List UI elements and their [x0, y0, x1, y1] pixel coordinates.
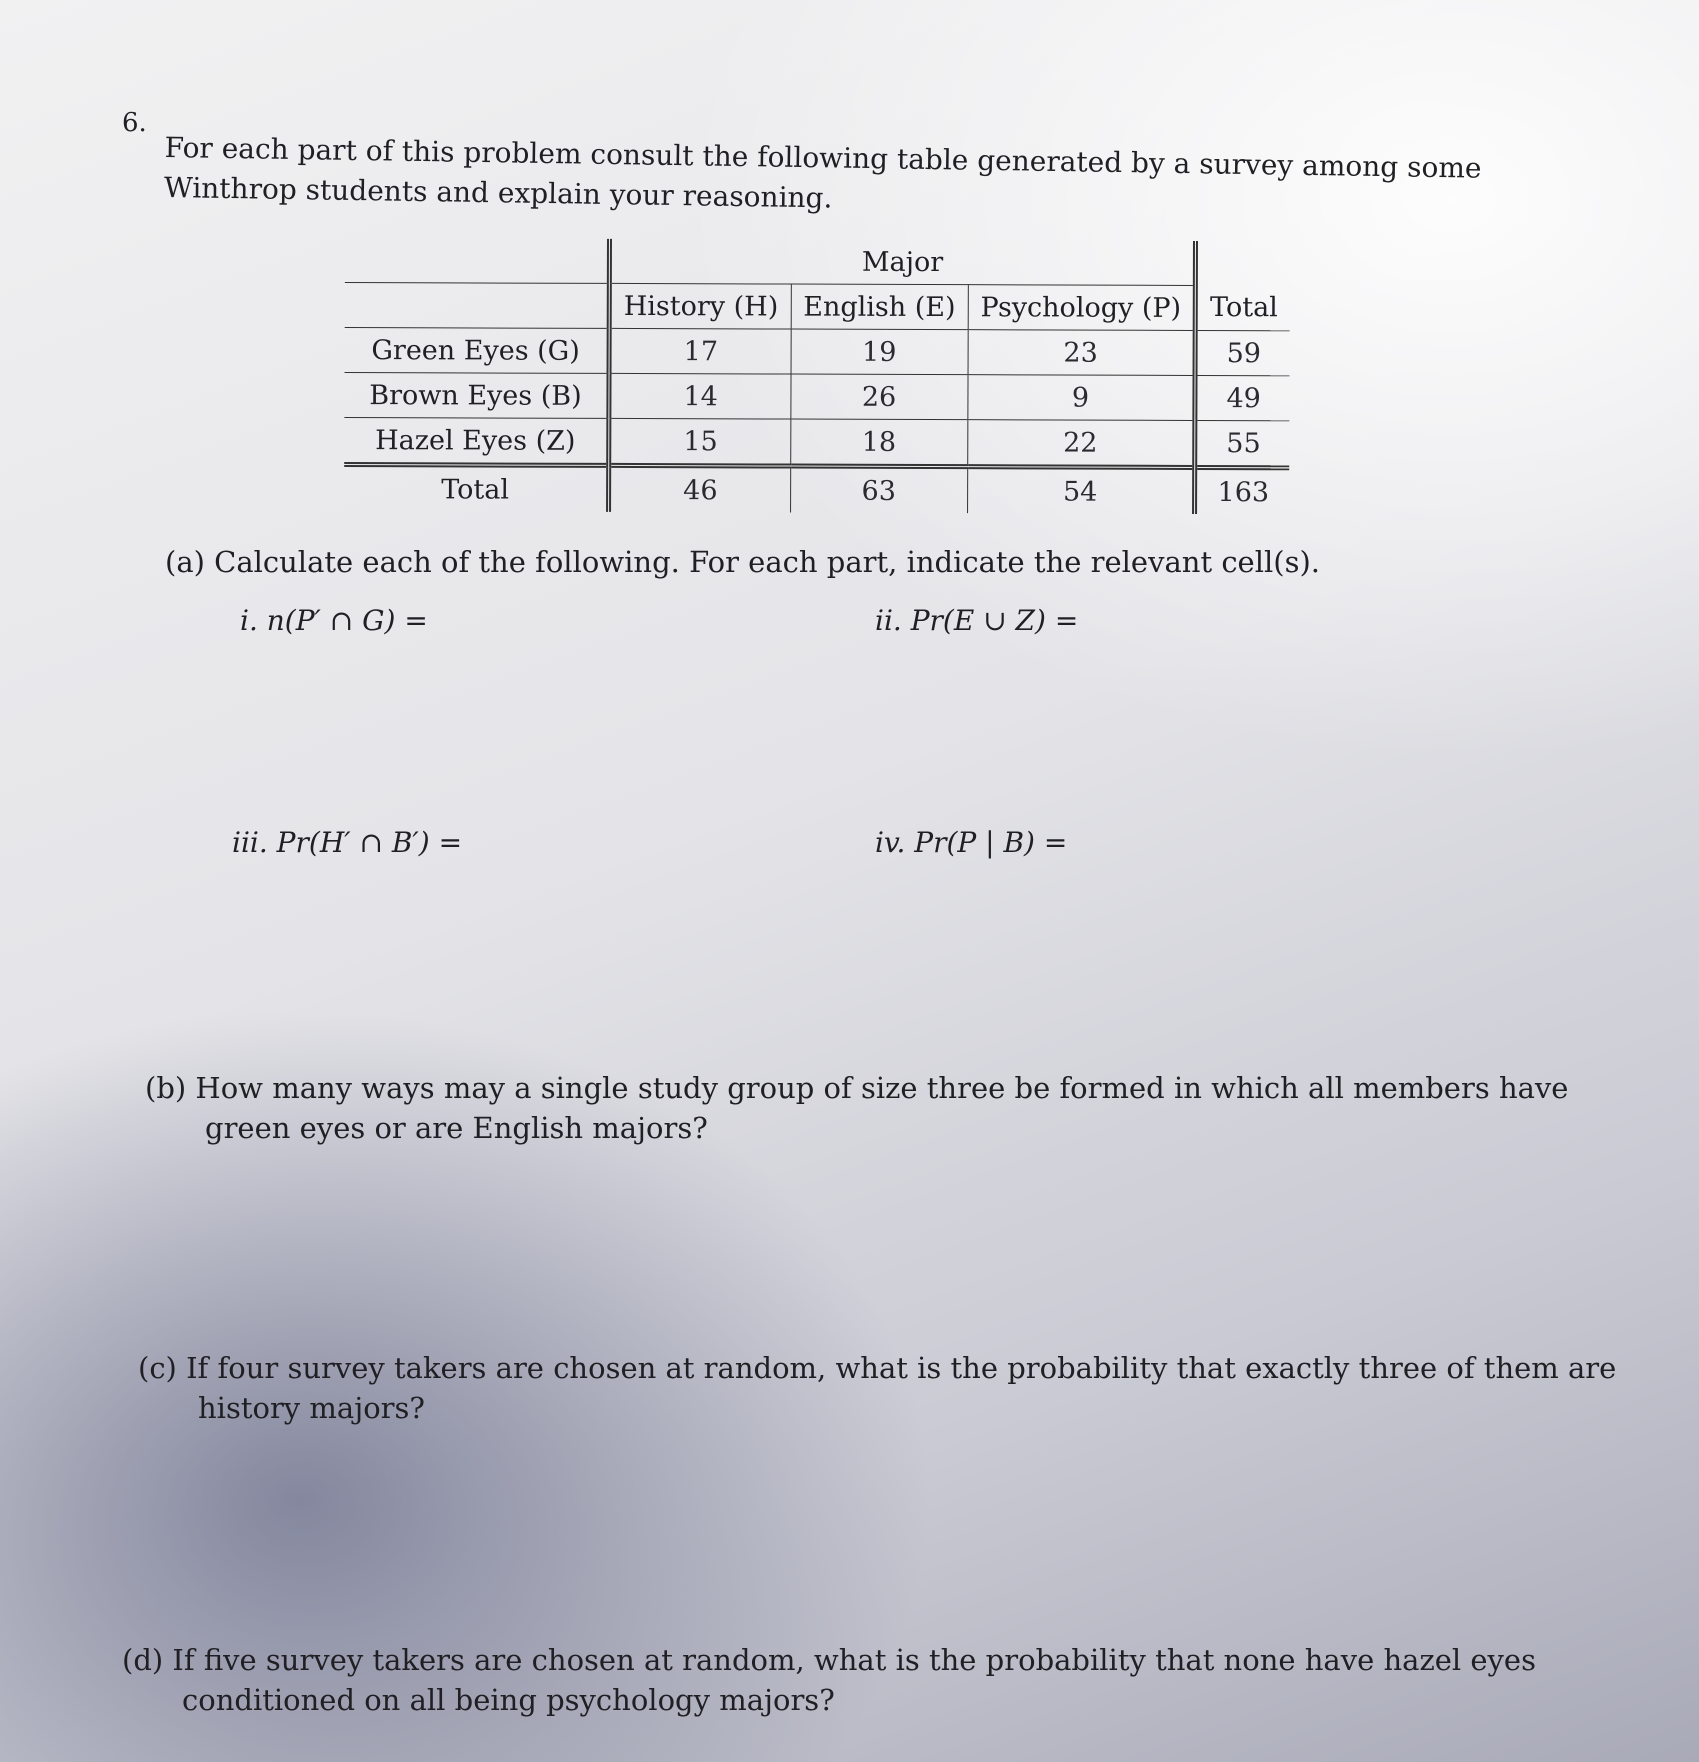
cell: 63 [790, 466, 967, 513]
cell: 49 [1195, 375, 1289, 420]
part-a-item-iii: iii. Pr(H′ ∩ B′) = [232, 826, 463, 859]
part-a-item-iv: iv. Pr(P | B) = [875, 826, 1068, 859]
cell: 15 [683, 425, 718, 457]
cell: 55 [1195, 420, 1289, 467]
question-intro: For each part of this problem consult the following table generated by a survey among some Winthrop students and explain your reasoning. [163, 130, 1482, 215]
cell: 46 [609, 465, 791, 512]
col-header-history: History (H) [609, 283, 791, 329]
cell: 59 [1195, 330, 1289, 375]
part-a-prompt: (a) Calculate each of the following. For each part, indicate the relevant cell(s). [165, 545, 1321, 579]
row-label-green: Green Eyes (G) [345, 327, 610, 373]
part-c-prompt: (c) If four survey takers are chosen at random, what is the probability that exactly three of them are history majors? [138, 1351, 1617, 1425]
total-header-spacer [1196, 241, 1290, 286]
cell: 18 [790, 419, 967, 467]
row-label-total: Total [344, 464, 609, 511]
table-row [344, 417, 1289, 467]
part-a-item-i: i. n(P′ ∩ G) = [240, 604, 428, 637]
survey-table [344, 238, 1290, 514]
cell: 23 [968, 330, 1196, 376]
table-row [344, 464, 1289, 514]
row-label-hazel: Hazel Eyes (Z) [344, 417, 609, 465]
cell: 9 [968, 375, 1196, 421]
col-header-english: English (E) [791, 284, 968, 330]
col-header-psychology: Psychology (P) [968, 285, 1196, 331]
table-row [345, 327, 1290, 375]
part-b-prompt: (b) How many ways may a single study group of size three be formed in which all members have green eyes or are English majors? [145, 1071, 1569, 1145]
question-number: 6. [122, 108, 147, 138]
table-corner [345, 238, 610, 283]
part-a-item-ii: ii. Pr(E ∪ Z) = [875, 604, 1079, 637]
table-row [344, 372, 1289, 420]
cell: 163 [1195, 467, 1289, 514]
cell: 19 [791, 329, 968, 375]
cell: 22 [967, 420, 1195, 468]
cell: 14 [609, 373, 791, 419]
part-d-prompt: (d) If five survey takers are chosen at random, what is the probability that none have hazel eyes conditioned on all being psychology majors? [122, 1643, 1536, 1717]
col-header-total: Total [1196, 285, 1290, 330]
cell: 26 [790, 374, 967, 420]
cell: 17 [609, 328, 791, 374]
row-label-brown: Brown Eyes (B) [344, 372, 609, 418]
cell: 54 [967, 467, 1195, 514]
major-header: Major [609, 239, 1195, 286]
